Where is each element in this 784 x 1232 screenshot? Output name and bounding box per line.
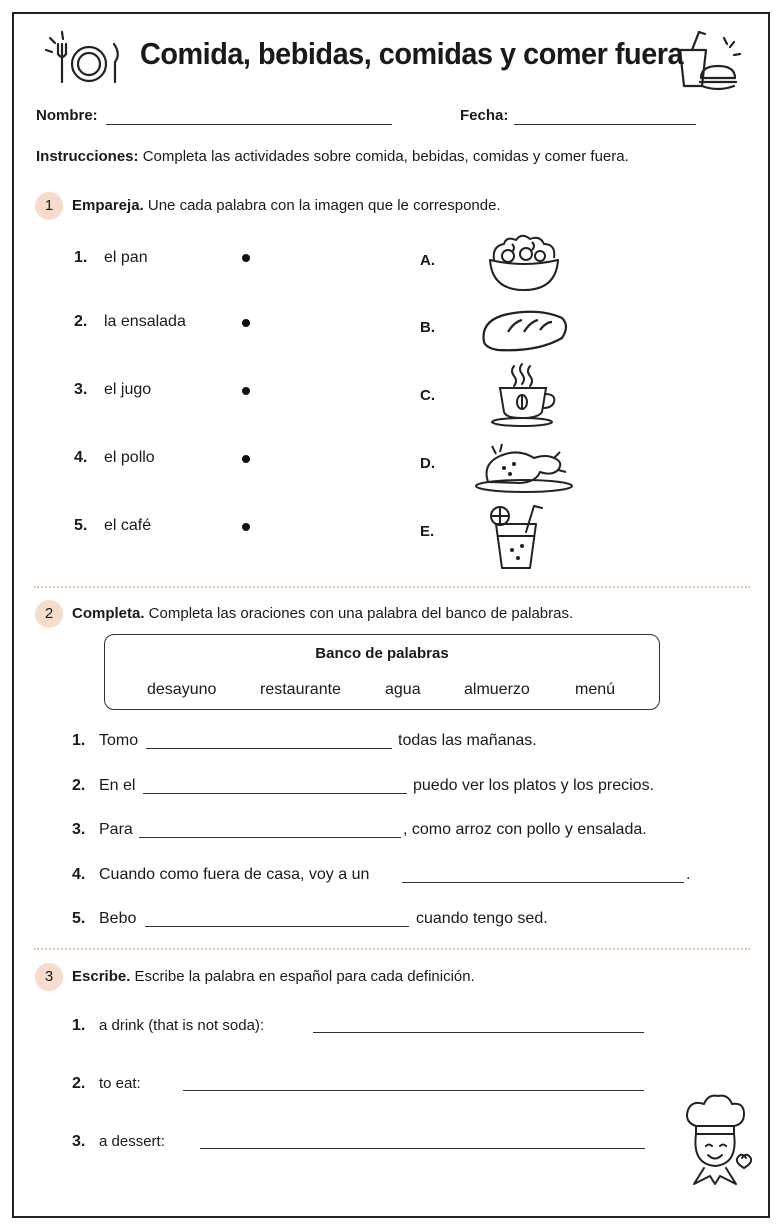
- bank-word: almuerzo: [464, 681, 530, 698]
- match-dot[interactable]: [242, 254, 250, 262]
- section-number-badge: 3: [35, 963, 63, 991]
- answer-blank[interactable]: [145, 926, 409, 927]
- section-1-title: Empareja.: [72, 197, 144, 214]
- answer-blank[interactable]: [143, 793, 407, 794]
- match-dot[interactable]: [242, 523, 250, 531]
- answer-blank[interactable]: [313, 1032, 644, 1033]
- section-number-badge: 1: [35, 192, 63, 220]
- answer-blank[interactable]: [139, 837, 401, 838]
- match-letter: A.: [420, 252, 435, 269]
- match-word: la ensalada: [104, 313, 186, 330]
- match-dot[interactable]: [242, 387, 250, 395]
- item-number: 4.: [74, 449, 88, 466]
- sentence-after: , como arroz con pollo y ensalada.: [403, 821, 647, 838]
- bank-word: menú: [575, 681, 616, 698]
- section-number-badge: 2: [35, 600, 63, 628]
- section-3-title: Escribe.: [72, 968, 131, 985]
- item-number: 3.: [72, 821, 86, 838]
- definition-prompt: a dessert:: [99, 1133, 165, 1150]
- answer-blank[interactable]: [200, 1148, 645, 1149]
- fecha-label: Fecha:: [460, 107, 509, 124]
- sentence-after: cuando tengo sed.: [416, 910, 548, 927]
- coffee-cup-icon: [488, 362, 560, 428]
- match-word: el café: [104, 517, 152, 534]
- bank-word: agua: [385, 681, 421, 698]
- word-bank-title: Banco de palabras: [315, 645, 449, 662]
- match-dot[interactable]: [242, 455, 250, 463]
- instructions: [36, 148, 629, 165]
- item-number: 3.: [72, 1133, 86, 1150]
- section-1-text: Une cada palabra con la imagen que le corresponde.: [143, 197, 501, 214]
- page-title: Comida, bebidas, comidas y comer fuera: [140, 36, 684, 71]
- item-number: 2.: [72, 1075, 86, 1092]
- match-word: el pollo: [104, 449, 155, 466]
- match-word: el pan: [104, 249, 148, 266]
- sentence-before: Para: [99, 821, 133, 838]
- match-word: el jugo: [104, 381, 152, 398]
- match-letter: B.: [420, 319, 435, 336]
- answer-blank[interactable]: [146, 748, 392, 749]
- answer-blank[interactable]: [402, 882, 684, 883]
- item-number: 5.: [72, 910, 86, 927]
- item-number: 1.: [74, 249, 88, 266]
- item-number: 2.: [72, 777, 86, 794]
- match-dot[interactable]: [242, 319, 250, 327]
- item-number: 2.: [74, 313, 88, 330]
- item-number: 5.: [74, 517, 88, 534]
- bank-word: desayuno: [147, 681, 217, 698]
- section-2-title: Completa.: [72, 605, 145, 622]
- sentence-after: puedo ver los platos y los precios.: [413, 777, 655, 794]
- roast-chicken-icon: [474, 436, 576, 494]
- nombre-label: Nombre:: [36, 107, 98, 124]
- section-3-heading: [72, 968, 475, 985]
- section-3-text: Escribe la palabra en español para cada definición.: [130, 968, 475, 985]
- answer-blank[interactable]: [183, 1090, 644, 1091]
- sentence-after: .: [686, 866, 691, 883]
- section-2-heading: [72, 605, 573, 622]
- bread-icon: [478, 306, 570, 354]
- sentence-before: Cuando como fuera de casa, voy a un: [99, 866, 370, 883]
- match-letter: C.: [420, 387, 435, 404]
- sentence-before: Tomo: [99, 732, 139, 749]
- match-letter: D.: [420, 455, 435, 472]
- definition-prompt: to eat:: [99, 1075, 141, 1092]
- item-number: 1.: [72, 1017, 86, 1034]
- juice-glass-icon: [486, 502, 548, 572]
- chef-icon: [680, 1092, 752, 1190]
- section-divider: [34, 586, 750, 588]
- sentence-before: Bebo: [99, 910, 137, 927]
- fecha-field[interactable]: [514, 124, 696, 125]
- word-bank: [104, 634, 660, 710]
- item-number: 1.: [72, 732, 86, 749]
- section-2-text: Completa las oraciones con una palabra del banco de palabras.: [144, 605, 574, 622]
- sentence-before: En el: [99, 777, 136, 794]
- item-number: 3.: [74, 381, 88, 398]
- salad-bowl-icon: [486, 232, 562, 294]
- match-letter: E.: [420, 523, 435, 540]
- item-number: 4.: [72, 866, 86, 883]
- plate-cutlery-icon: [42, 30, 122, 88]
- section-1-heading: [72, 197, 501, 214]
- bank-word: restaurante: [260, 681, 341, 698]
- instructions-label: Instrucciones:: [36, 148, 139, 165]
- section-divider: [34, 948, 750, 950]
- instructions-text: Completa las actividades sobre comida, bebidas, comidas y comer fuera.: [138, 148, 629, 165]
- nombre-field[interactable]: [106, 124, 392, 125]
- definition-prompt: a drink (that is not soda):: [99, 1017, 265, 1034]
- sentence-after: todas las mañanas.: [398, 732, 537, 749]
